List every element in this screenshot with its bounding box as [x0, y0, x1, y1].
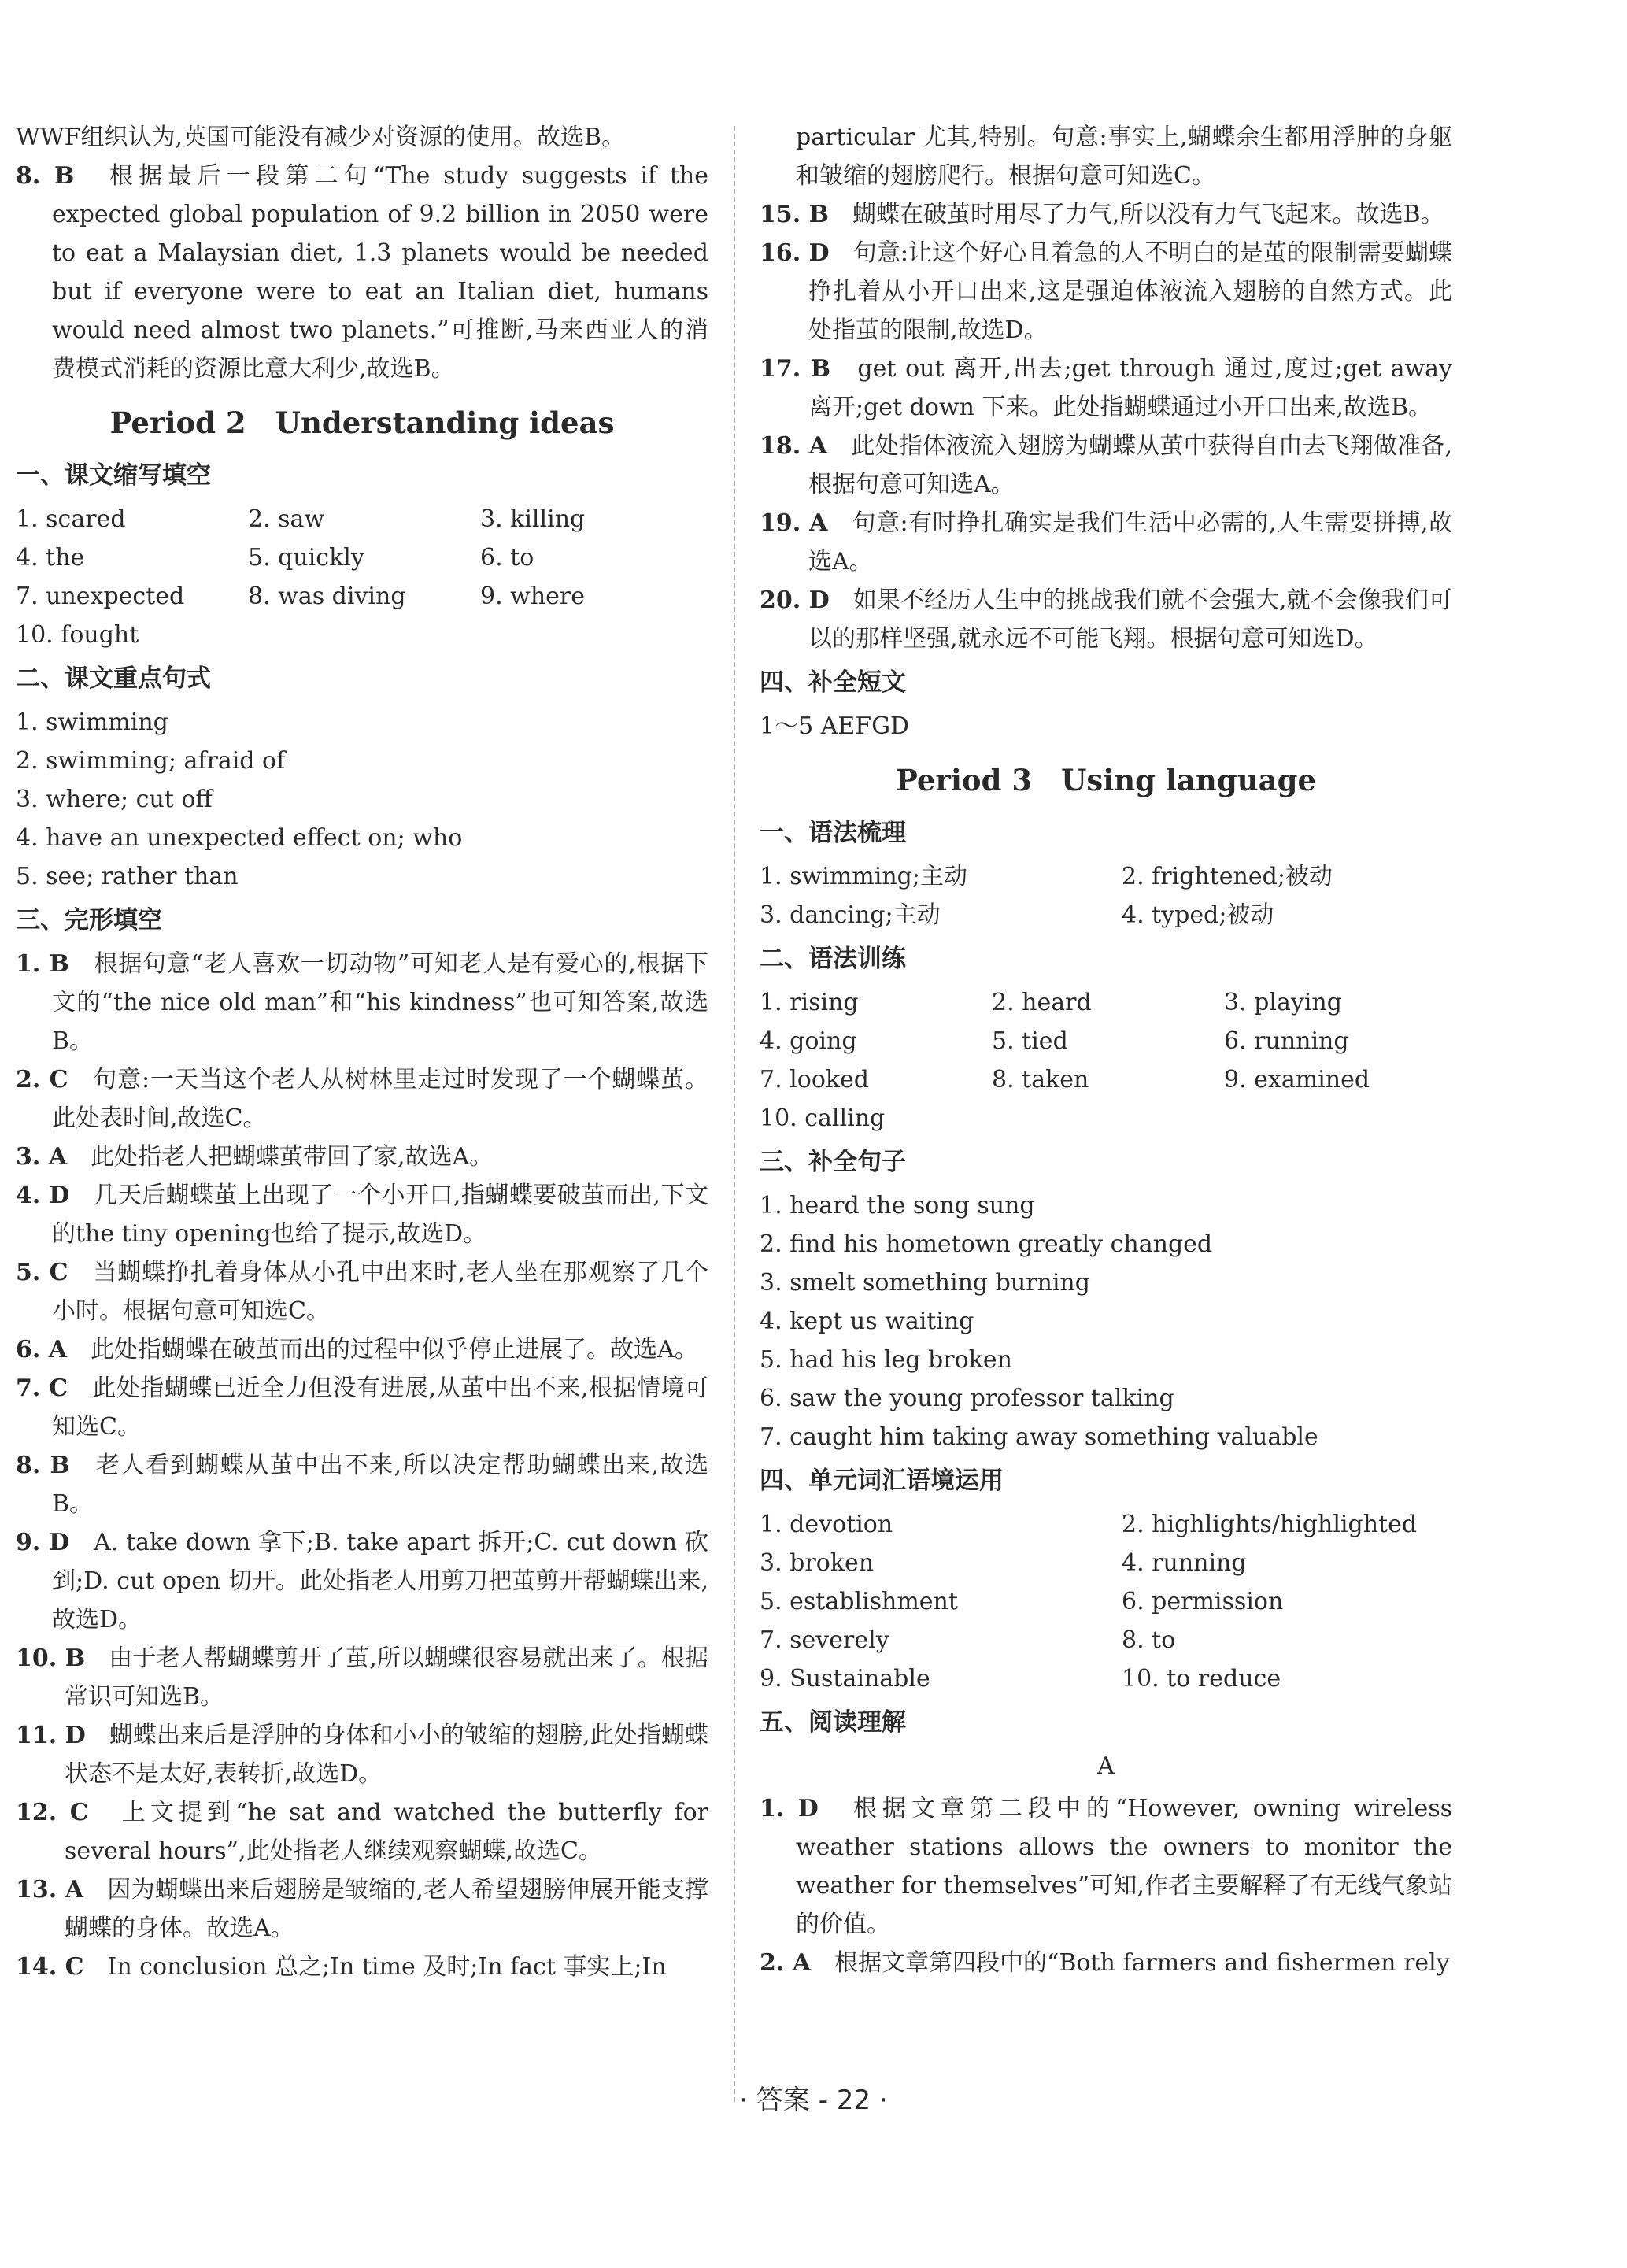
section-heading: 四、单元词汇语境运用: [760, 1467, 1004, 1495]
answer-item: 8. B 老人看到蝴蝶从茧中出不来,所以决定帮助蝴蝶出来,故选B。: [16, 1452, 709, 1518]
answer-item: 1. swimming;主动: [760, 863, 967, 890]
answer-item: 8. to: [1122, 1626, 1176, 1654]
answer-item: 1. swimming: [16, 709, 168, 736]
answer-item: 5. had his leg broken: [760, 1346, 1012, 1374]
answer-item: 19. A 句意:有时挣扎确实是我们生活中必需的,人生需要拼搏,故选A。: [760, 509, 1452, 575]
answer-item: 1～5 AEFGD: [760, 712, 910, 740]
answer-item: 4. the: [16, 544, 85, 572]
answer-item: 10. B 由于老人帮蝴蝶剪开了茧,所以蝴蝶很容易就出来了。根据常识可知选B。: [16, 1645, 709, 1711]
answer-item: 17. B get out 离开,出去;get through 通过,度过;get away 离开;get down 下来。此处指蝴蝶通过小开口出来,故选B。: [760, 355, 1452, 421]
answer-item: 4. going: [760, 1027, 857, 1055]
answer-grid: [760, 857, 1452, 934]
answer-item: 14. C In conclusion 总之;In time 及时;In fact 事实上;In: [16, 1953, 667, 1981]
answer-item: 8. B 根据最后一段第二句“The study suggests if the expected global population of 9.2 billion in 2050 were to eat a Malaysian diet, 1.3 planets would be needed but if everyone were to eat an Italian diet, humans would need almost two planets.”可推断,马来西亚人的消费模式消耗的资源比意大利少,故选B。: [16, 162, 708, 383]
section-heading: 一、课文缩写填空: [16, 461, 211, 490]
answer-item: 3. A 此处指老人把蝴蝶茧带回了家,故选A。: [16, 1143, 494, 1171]
answer-item: 2. find his hometown greatly changed: [760, 1230, 1213, 1258]
answer-item: 11. D 蝴蝶出来后是浮肿的身体和小小的皱缩的翅膀,此处指蝴蝶状态不是太好,表转折,故选D。: [16, 1722, 708, 1788]
section-heading: 五、阅读理解: [760, 1708, 906, 1737]
answer-item: 1. scared: [16, 505, 126, 533]
answer-item: 7. caught him taking away something valuable: [760, 1423, 1318, 1451]
answer-item: 7. C 此处指蝴蝶已近全力但没有进展,从茧中出不来,根据情境可知选C。: [16, 1374, 709, 1441]
section-heading: 三、补全句子: [760, 1148, 906, 1176]
answer-grid: [760, 983, 1452, 1138]
answer-item: 10. to reduce: [1122, 1665, 1281, 1693]
answer-item: 2. A 根据文章第四段中的“Both farmers and fishermen rely: [760, 1949, 1450, 1977]
answer-item: 4. running: [1122, 1549, 1247, 1577]
answer-item: 13. A 因为蝴蝶出来后翅膀是皱缩的,老人希望翅膀伸展开能支撑蝴蝶的身体。故选A。: [16, 1876, 708, 1942]
answer-item: 2. highlights/highlighted: [1122, 1511, 1418, 1538]
section-heading: 三、完形填空: [16, 906, 162, 934]
answer-grid: [760, 1505, 1452, 1698]
section-heading: 四、补全短文: [760, 668, 906, 697]
answer-item: 8. was diving: [248, 583, 406, 610]
answer-item: 7. looked: [760, 1066, 870, 1093]
answer-item: 3. dancing;主动: [760, 901, 941, 929]
answer-item: 6. permission: [1122, 1588, 1284, 1615]
answer-item: 9. D A. take down 拿下;B. take apart 拆开;C. cut down 砍到;D. cut open 切开。此处指老人用剪刀把茧剪开帮蝴蝶出来,故选D。: [16, 1529, 709, 1633]
answer-item: 4. have an unexpected effect on; who: [16, 824, 463, 852]
answer-item: 1. devotion: [760, 1511, 893, 1538]
answer-item: 6. A 此处指蝴蝶在破茧而出的过程中似乎停止进展了。故选A。: [16, 1336, 698, 1363]
answer-item: 3. killing: [480, 505, 586, 533]
answer-item: 3. where; cut off: [16, 786, 213, 813]
answer-item: 16. D 句意:让这个好心且着急的人不明白的是茧的限制需要蝴蝶挣扎着从小开口出来,这是强迫体液流入翅膀的自然方式。此处指茧的限制,故选D。: [760, 239, 1453, 344]
answer-item: 1. B 根据句意“老人喜欢一切动物”可知老人是有爱心的,根据下文的“the nice old man”和“his kindness”也可知答案,故选B。: [16, 950, 708, 1055]
answer-item: 2. frightened;被动: [1122, 863, 1333, 890]
right-column: [760, 118, 1452, 1982]
answer-item: 2. saw: [248, 505, 325, 533]
section-heading: 二、语法训练: [760, 945, 906, 973]
passage-label: A: [1097, 1752, 1115, 1780]
answer-item: 2. heard: [992, 989, 1092, 1016]
answer-item: 2. swimming; afraid of: [16, 747, 286, 775]
continued-text: particular 尤其,特别。句意:事实上,蝴蝶余生都用浮肿的身躯和皱缩的翅膀爬行。根据句意可知选C。: [796, 124, 1452, 190]
answer-item: 6. saw the young professor talking: [760, 1385, 1174, 1412]
answer-item: 9. Sustainable: [760, 1665, 930, 1693]
answer-item: 4. typed;被动: [1122, 901, 1274, 929]
answer-item: 3. broken: [760, 1549, 875, 1577]
answer-item: 18. A 此处指体液流入翅膀为蝴蝶从茧中获得自由去飞翔做准备,根据句意可知选A。: [760, 432, 1452, 498]
period-3-heading: Period 3 Using language: [896, 763, 1316, 797]
answer-item: 10. fought: [16, 621, 139, 649]
page-footer: · 答案 - 22 ·: [739, 2085, 888, 2116]
answer-item: 3. smelt something burning: [760, 1269, 1090, 1297]
answer-item: 5. establishment: [760, 1588, 958, 1615]
answer-item: 10. calling: [760, 1104, 886, 1132]
answer-item: 5. see; rather than: [16, 863, 239, 890]
section-heading: 二、课文重点句式: [16, 664, 211, 693]
period-2-heading: Period 2 Understanding ideas: [109, 405, 615, 440]
answer-item: 5. C 当蝴蝶挣扎着身体从小孔中出来时,老人坐在那观察了几个小时。根据句意可知选C。: [16, 1259, 709, 1325]
answer-item: 8. taken: [992, 1066, 1089, 1093]
column-divider: [734, 126, 735, 2102]
answer-grid: [16, 500, 708, 654]
answer-item: 1. rising: [760, 989, 859, 1016]
answer-item: 12. C 上文提到“he sat and watched the butterfly for several hours”,此处指老人继续观察蝴蝶,故选C。: [16, 1799, 709, 1865]
answer-item: 4. kept us waiting: [760, 1308, 974, 1335]
answer-item: 15. B 蝴蝶在破茧时用尽了力气,所以没有力气飞起来。故选B。: [760, 201, 1444, 228]
answer-item: 5. tied: [992, 1027, 1068, 1055]
answer-item: 9. where: [480, 583, 586, 610]
answer-item: 5. quickly: [248, 544, 364, 572]
answer-item: 6. running: [1224, 1027, 1349, 1055]
answer-item: 1. D 根据文章第二段中的“However, owning wireless weather stations allows the owners to monitor the weather for themselves”可知,作者主要解释了有无线气象站的价值。: [760, 1795, 1453, 1938]
answer-item: 20. D 如果不经历人生中的挑战我们就不会强大,就不会像我们可以的那样坚强,就永远不可能飞翔。根据句意可知选D。: [760, 586, 1452, 653]
answer-item: 4. D 几天后蝴蝶茧上出现了一个小开口,指蝴蝶要破茧而出,下文的the tiny opening也给了提示,故选D。: [16, 1182, 708, 1248]
answer-item: 9. examined: [1224, 1066, 1370, 1093]
answer-item: 7. severely: [760, 1626, 889, 1654]
section-heading: 一、语法梳理: [760, 819, 906, 847]
answer-item: 7. unexpected: [16, 583, 185, 610]
answer-item: 1. heard the song sung: [760, 1192, 1035, 1219]
answer-item: 6. to: [480, 544, 534, 572]
answer-item: 3. playing: [1224, 989, 1342, 1016]
left-column: [16, 118, 708, 1986]
answer-item: 2. C 句意:一天当这个老人从树林里走过时发现了一个蝴蝶茧。此处表时间,故选C。: [16, 1066, 709, 1132]
intro-text: WWF组织认为,英国可能没有减少对资源的使用。故选B。: [16, 124, 626, 151]
